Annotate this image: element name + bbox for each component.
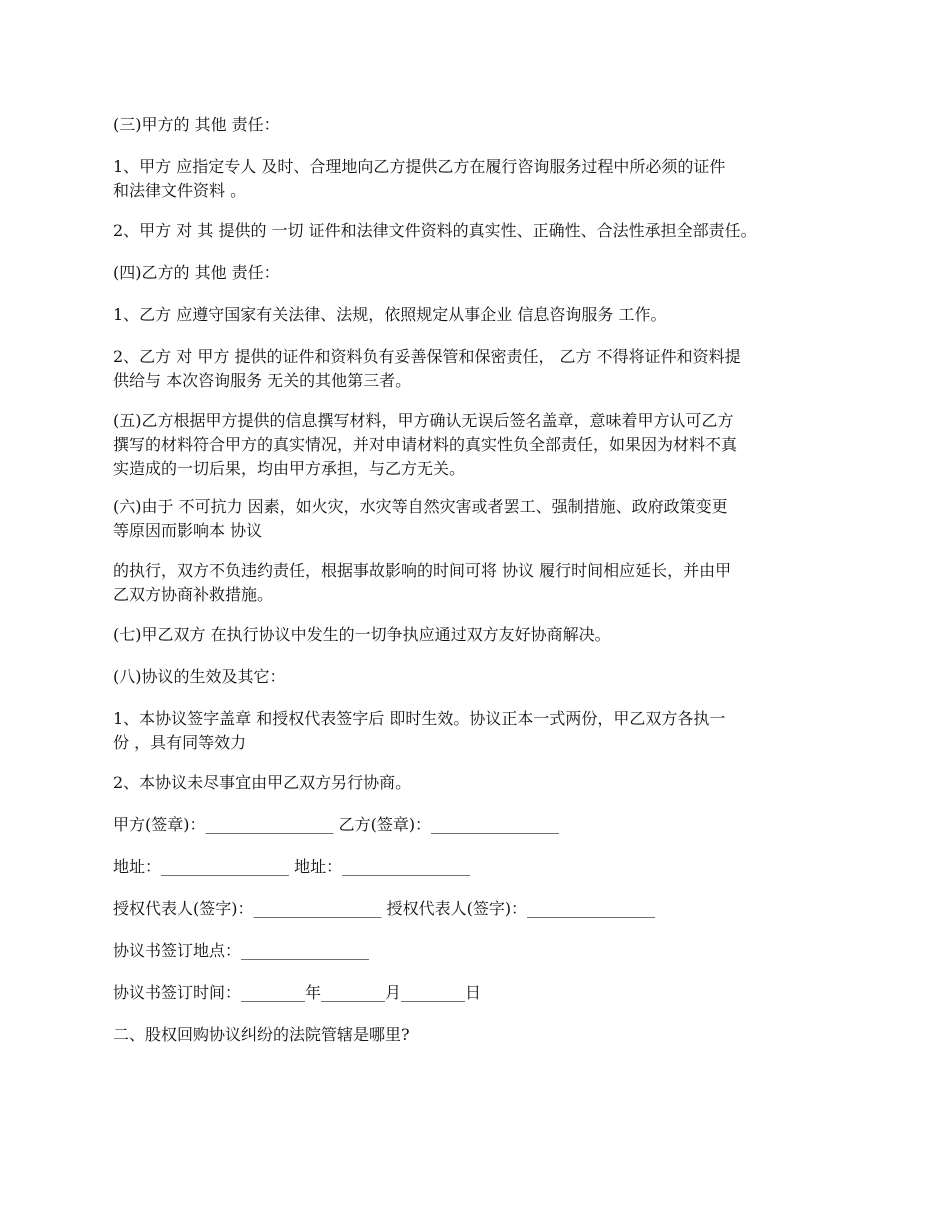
section-7-paragraph: (七)甲乙双方 在执行协议中发生的一切争执应通过双方友好协商解决。 (113, 625, 611, 644)
section-8-item-1: 1、本协议签字盖章 和授权代表签字后 即时生效。协议正本一式两份，甲乙双方各执一 份 ，具有同等效力 (113, 709, 726, 752)
section-6-paragraph: (六)由于 不可抗力 因素，如火灾，水灾等自然灾害或者罢工、强制措施、政府政策变更 等原因而影响本 协议 (113, 497, 728, 540)
signing-place-line: 协议书签订地点：________________ (113, 941, 370, 960)
section-3-item-1: 1、甲方 应指定专人 及时、合理地向乙方提供乙方在履行咨询服务过程中所必须的证件 和法律文件资料 。 (113, 157, 726, 200)
signature-line-parties: 甲方(签章)：________________ 乙方(签章)：________________ (113, 815, 560, 834)
section-6-continuation: 的执行，双方不负违约责任，根据事故影响的时间可将 协议 履行时间相应延长，并由甲 乙双方协商补救措施。 (113, 561, 732, 604)
section-8-heading: (八)协议的生效及其它： (113, 667, 286, 686)
section-4-item-2: 2、乙方 对 甲方 提供的证件和资料负有妥善保管和保密责任， 乙方 不得将证件和资料提 供给与 本次咨询服务 无关的其他第三者。 (113, 347, 741, 390)
section-4-item-1: 1、乙方 应遵守国家有关法律、法规，依照规定从事企业 信息咨询服务 工作。 (113, 305, 667, 324)
section-8-item-2: 2、本协议未尽事宜由甲乙双方另行协商。 (113, 773, 412, 792)
section-3-heading: (三)甲方的 其他 责任： (113, 115, 280, 134)
section-4-heading: (四)乙方的 其他 责任： (113, 263, 280, 282)
section-two-heading: 二、股权回购协议纠纷的法院管辖是哪里? (113, 1025, 410, 1044)
signature-line-address: 地址：________________ 地址：________________ (113, 857, 471, 876)
section-3-item-2: 2、甲方 对 其 提供的 一切 证件和法律文件资料的真实性、正确性、合法性承担全部责任。 (113, 221, 757, 240)
section-5-paragraph: (五)乙方根据甲方提供的信息撰写材料，甲方确认无误后签名盖章，意味着甲方认可乙方 撰写的材料符合甲方的真实情况，并对申请材料的真实性负全部责任，如果因为材料不真 实造成的一切后果，均由甲方承担，与乙方无关。 (113, 411, 738, 478)
signing-date-line: 协议书签订时间：________年________月________日 (113, 983, 482, 1002)
signature-line-representatives: 授权代表人(签字)：________________ 授权代表人(签字)：________________ (113, 899, 656, 918)
